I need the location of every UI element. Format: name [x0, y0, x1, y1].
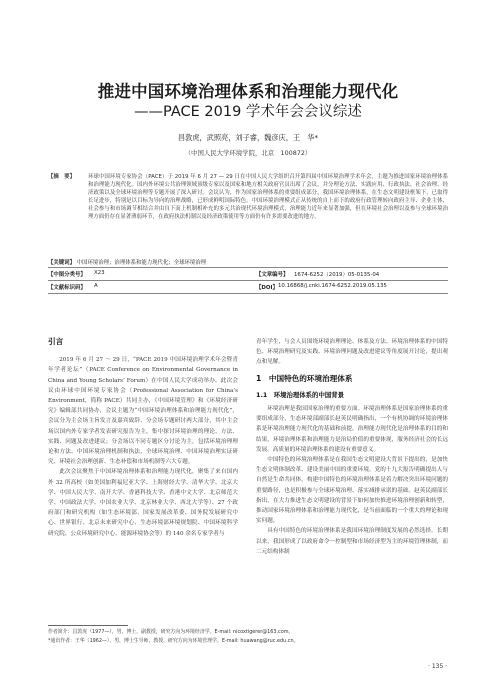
- right-column: [256, 337, 448, 557]
- classification-row-1: [48, 270, 448, 280]
- clc-value: X23: [94, 270, 105, 276]
- affiliation: （中国人民大学环境学院，北京 100872）: [184, 149, 312, 157]
- keywords-label: 【关键词】: [48, 260, 75, 266]
- right-paragraph-1: 环境治理是我国国家治理的重要方面。环境治理体系是国家治理体系的重要组成部分，生态环境部副部长赵英民明确指出，一个有机协调的环境治理体系是环境治理能力现代化的基础和前提，治理能力现代化是治理体系的目的和结果，环境治理体系和治理能力是治局价值的重要体现，服务经济社会的长远发展。高质量的环境治理体系的建设有重要意义。: [256, 406, 448, 453]
- abstract-text: 环球中国环境专家协会（PACE）于 2019 年 6 月 27 — 29 日在中国人民大学组织召开第四届中国环境治理学术年会，主题为推进国家环境治理体系和治理能力现代化。国内外环境公共治理领域顶级专家以及国家和地方相关政府官员出席了会议，并分理论方法、实践应用、行政执法、社会治理、经济政策以及全球环境治理等专题开展了深入研讨。会议认为，作为国家治理体系的重要组成部分，我国环境治理体系，在生态文明建设框架下，已取得长足进步，特别是以目标为导向的治理战略，已形成鲜明国际特色。中国环境治理模式正从传统的自上而下的政府行政管理转向政府主导、企业主体、社会参与和市场调节相结合并由自下而上机制相补充的多元共治现代环境治理模式，治理能力近年来显著加强，但在环境社会治理以及参与全球环境治理方面仍存在显著薄弱环节，在政府执法机制以及经济政策使用等方面仍有许多需要改进的地方。: [88, 174, 448, 221]
- footnotes: [48, 628, 448, 646]
- page-number: · 135 ·: [428, 663, 448, 670]
- divider-top: [48, 267, 448, 268]
- right-paragraph-0: 青年学生，与会人员围绕环境治理理论、体系及方法、环境治理体系的中国特色、环境治理研究及实践、环境治理问题及改进建议等角度展开讨论，提出观点和见解。: [256, 339, 448, 366]
- classification-row-2: [48, 283, 448, 293]
- right-paragraph-3: 具有中国特色的环境治理体系是我国环境治理制度发展的必然选择。长期以来，我国形成了以政府命令一控制型和市场经济型为主的环境管理体制，而二元结构体制: [256, 528, 448, 555]
- divider-mid: [48, 280, 448, 281]
- divider-bottom: [48, 293, 448, 294]
- footnote-rule: [48, 625, 128, 626]
- paper-subtitle: ——PACE 2019 学术年会会议综述: [134, 104, 362, 120]
- section-1-1-heading: 1.1 环境治理体系的中国背景: [256, 390, 345, 399]
- footnote-author: 作者简介：昌敦虎（1977—），男，博士，副教授，研究方向为环境经济学。E-mail: nicoxtigerer@163.com。: [48, 629, 294, 635]
- keywords-row: [48, 258, 448, 266]
- intro-paragraph-2: 此次会议聚焦于中国环境治理体系和治理能力现代化，聚集了来自国内外 32 所高校（如美国加利福尼亚大学、上海财经大学、清华大学、北京大学、中国人民大学、南开大学、香港科技大学、香港中文大学、北京师范大学、中国政法大学、中国农业大学、北京林业大学、西北大学等）、27 个政府部门和研究机构（如生态环境部、国家发展改革委、国务院发展研究中心、世界银行、北京未来研究中心、生态环境部环境规划院、中国环境科学研究院、公众环境研究中心、能源环境协会等）的 140 余名专家学者与: [48, 469, 238, 537]
- article-no-label: 【文章编号】: [256, 272, 289, 278]
- doc-code-label: 【文献标识码】: [48, 285, 86, 291]
- author-list: 昌敦虎，武照亮，刘子睿，魏彦庆，王 华*: [177, 133, 319, 142]
- intro-paragraph-1: 2019 年 6 月 27 ～ 29 日，“PACE 2019 中国环境治理学术年会暨青年学者论坛”（PACE Conference on Environmental Governance in China and Young Scholars’ Forum）在中国人民大学成功举办。此次会议由环球中国环境专家协会（Professional Association for China’s Environment，简称 PACE）共同主办，《中国环境管理》和《环境经济研究》编辑部共同协办，会议主题为“中国环境治理体系和治理能力现代化”，会议分为主会场主旨发言及嘉宾致辞、分会场专题研讨两大部分，其中主会场以国内外专家学者发表研究报告为主，集中探讨环境治理的理论、方法、实践、问题及改进建议；分会场以不同专题区分讨论为主，包括环境治理理论和方法、中国环境治理机制和执法、全球环境治理、中国环境治理实证研究、环境社会治理创新、生态补偿和市场机制等六大专题。: [48, 357, 238, 466]
- keywords-text: 中国环境治理；治理体系和能力现代化；全球环境治理: [76, 260, 207, 266]
- section-1-heading: 1 中国特色的环境治理体系: [256, 373, 353, 383]
- abstract-label: 【摘 要】: [48, 174, 75, 180]
- footnote-corresponding: *通讯作者：王华（1962—），男，博士生导师，教授，研究方向为环境管理学。E-mail: huawang@ruc.edu.cn。: [48, 638, 299, 644]
- article-no-value: 1674-6252（2019）05-0135-04: [294, 272, 380, 278]
- right-paragraph-2: 中国特色的环境治理体系是在我国生态文明建设大背景下提出的，是加快生态文明体制改革、建设美丽中国的重要环境。党的十九大报告明确提出人与自然是生命共同体，构建中国特色的环境治理体系是着力解决突出环境问题的重要路径，也是积极参与全球环境治理、落实减排承诺的基础。赵英民副部长指出，在大力推进生态文明建设的背景下如何加快推进环境治理创新和转型，推动国家环境治理体系和治理能力现代化，是当前面临的一个重大的理论和现实问题。: [256, 457, 448, 525]
- paper-title: 推进中国环境治理体系和治理能力现代化: [97, 82, 399, 101]
- doi-label: 【DOI】: [256, 285, 278, 291]
- intro-heading: 引言: [48, 337, 64, 346]
- doi-value: 10.16868/j.cnki.1674-6252.2019.05.135: [278, 283, 387, 289]
- clc-label: 【中图分类号】: [48, 272, 86, 278]
- left-column: [48, 337, 238, 539]
- doc-code-value: A: [94, 283, 98, 289]
